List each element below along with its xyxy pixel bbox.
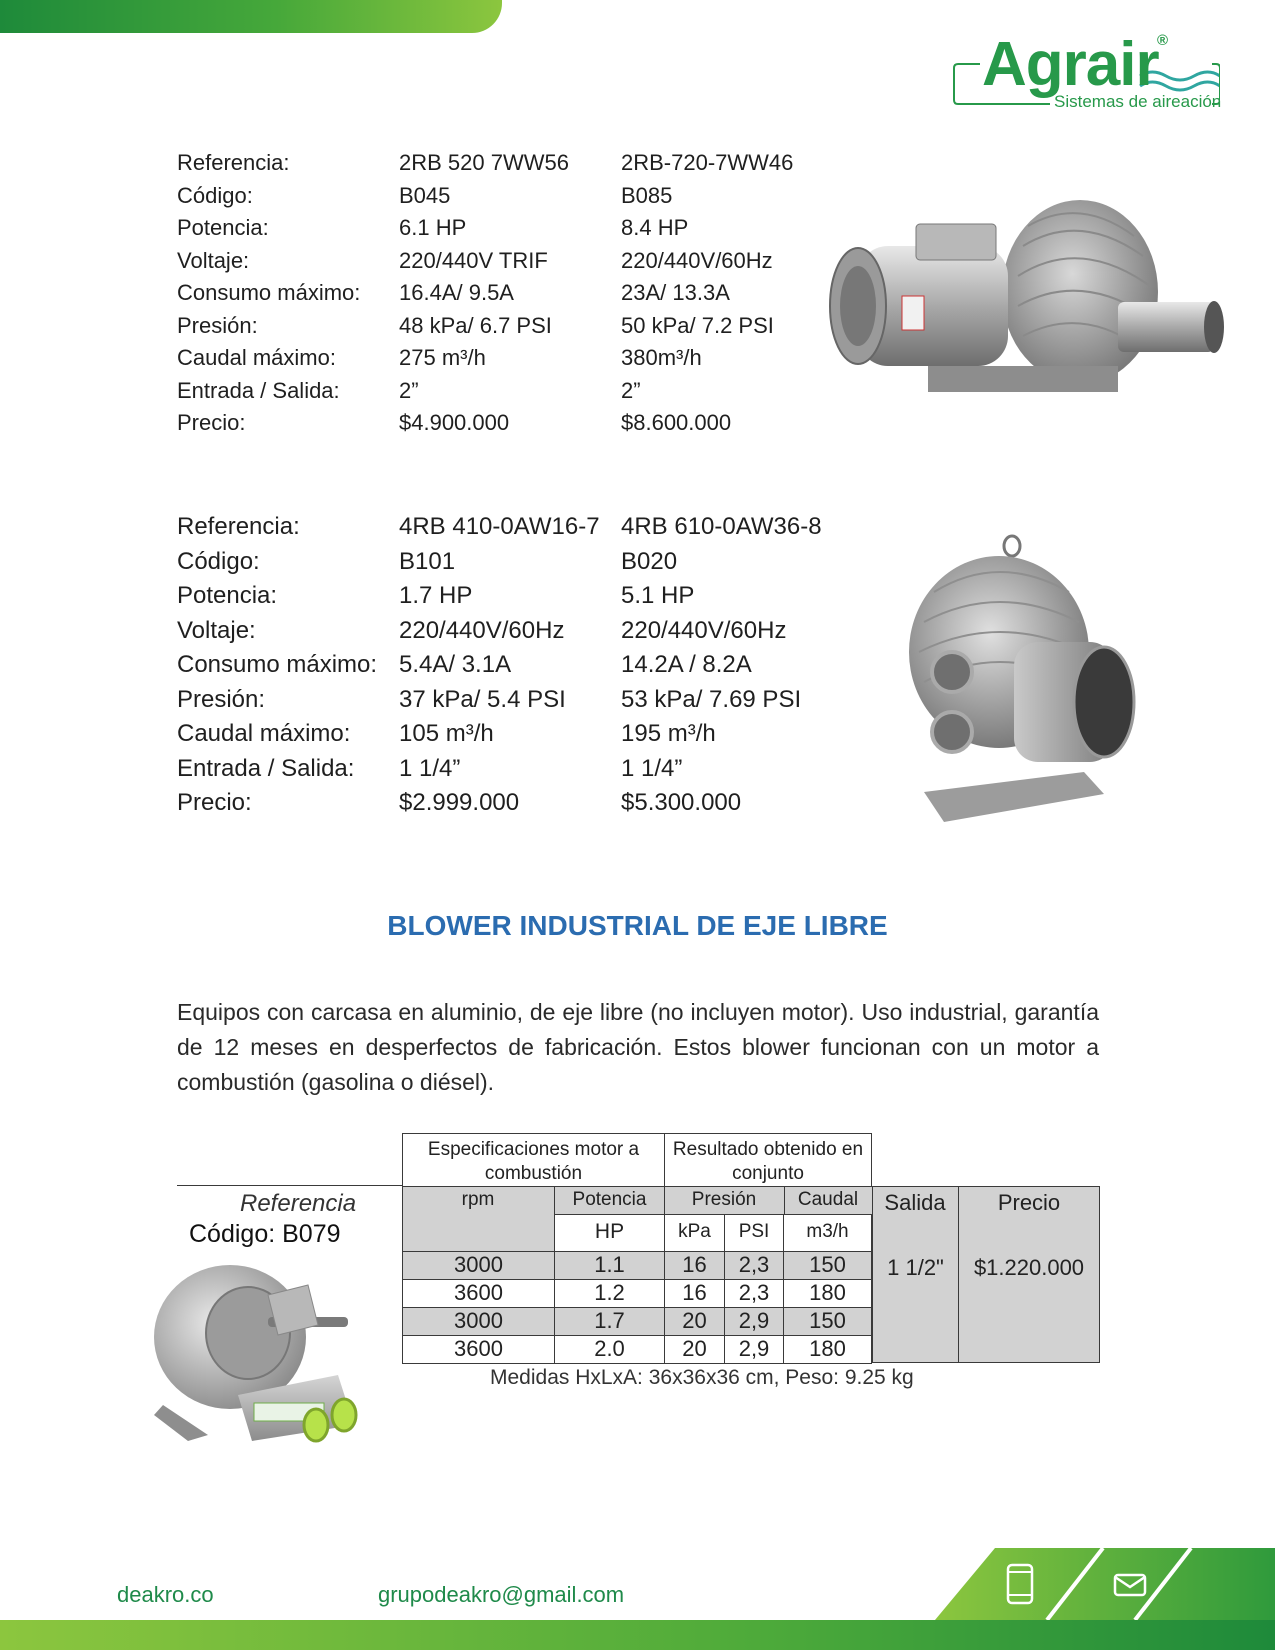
spec-label: Caudal máximo: — [177, 720, 351, 747]
blower-4rb-photo — [904, 532, 1144, 832]
spec-value-1: 1.7 HP — [399, 582, 473, 609]
blower-b079-photo — [148, 1255, 368, 1447]
spec-label: Caudal máximo: — [177, 345, 336, 370]
spec-value-2: $8.600.000 — [621, 410, 732, 435]
spec-value-2: 8.4 HP — [621, 215, 689, 240]
logo-wordmark: Agrair — [982, 30, 1159, 99]
header-divider — [554, 1186, 555, 1214]
spec-label: Potencia: — [177, 215, 269, 240]
spec-value-2: 14.2A / 8.2A — [621, 651, 752, 678]
spec-value-1: 1 1/4” — [399, 754, 461, 782]
spec-label: Voltaje: — [177, 247, 250, 273]
spec-label: Entrada / Salida: — [177, 754, 355, 782]
spec-value-1: 4RB 410-0AW16-7 — [399, 513, 600, 540]
spec-label: Referencia: — [177, 513, 300, 540]
spec-value-1: 16.4A/ 9.5A — [399, 280, 514, 305]
table-cell-psi: 2,3 — [724, 1251, 784, 1280]
spec-value-2: 195 m³/h — [621, 720, 716, 747]
reference-label: Referencia — [240, 1190, 357, 1217]
table-cell-psi: 2,9 — [724, 1307, 784, 1336]
spec-value-2: B085 — [621, 182, 673, 208]
spec-value-2: 220/440V/60Hz — [621, 247, 773, 273]
footer-contact-shape — [935, 1548, 1275, 1620]
spec-value-1: $4.900.000 — [399, 410, 510, 435]
spec-label: Presión: — [177, 685, 266, 713]
spec-value-1: 2RB 520 7WW56 — [399, 150, 569, 175]
col-header-potencia: Potencia — [572, 1189, 647, 1210]
spec-label: Código: — [177, 182, 253, 208]
table-cell-caudal: 150 — [783, 1307, 872, 1336]
table-cell-kpa: 20 — [664, 1335, 725, 1364]
header-divider — [872, 1186, 873, 1252]
unit-caudal: m3/h — [783, 1214, 872, 1252]
spec-value-2: 380m³/h — [621, 345, 702, 370]
unit-kpa: kPa — [664, 1214, 725, 1252]
table-cell-caudal: 150 — [783, 1251, 872, 1280]
spec-label: Consumo máximo: — [177, 651, 378, 678]
header-divider — [958, 1186, 959, 1252]
table-cell-hp: 1.1 — [554, 1251, 665, 1280]
table-cell-kpa: 20 — [664, 1307, 725, 1336]
spec-value-1: 220/440V TRIF — [399, 247, 548, 273]
spec-value-1: 6.1 HP — [399, 215, 467, 240]
spec-value-2: 4RB 610-0AW36-8 — [621, 513, 822, 540]
salida-value: 1 1/2" — [872, 1251, 958, 1363]
blower-2rb-photo — [818, 196, 1226, 422]
spec-value-2: 53 kPa/ 7.69 PSI — [621, 685, 802, 713]
spec-label: Referencia: — [177, 150, 290, 175]
table-cell-hp: 2.0 — [554, 1335, 665, 1364]
table-cell-kpa: 16 — [664, 1251, 725, 1280]
top-accent-bar — [0, 0, 502, 33]
spec-value-2: B020 — [621, 547, 678, 575]
table-cell-rpm: 3000 — [402, 1307, 555, 1336]
col-header-caudal: Caudal — [797, 1189, 859, 1210]
col-header-presion: Presión — [691, 1189, 757, 1210]
spec-value-1: $2.999.000 — [399, 789, 520, 816]
col-header-salida: Salida — [884, 1190, 946, 1215]
mail-icon[interactable] — [1113, 1573, 1147, 1597]
col-header-precio: Precio — [997, 1190, 1061, 1215]
table-cell-rpm: 3600 — [402, 1279, 555, 1308]
spec-label: Precio: — [177, 410, 246, 435]
unit-hp: HP — [554, 1214, 665, 1252]
spec-label: Presión: — [177, 312, 258, 338]
footer-email-link[interactable]: grupodeakro@gmail.com — [378, 1582, 625, 1607]
spec-label: Voltaje: — [177, 616, 256, 644]
spec-value-1: 5.4A/ 3.1A — [399, 651, 512, 678]
registered-mark: ® — [1157, 32, 1169, 49]
reference-code: Código: B079 — [189, 1220, 341, 1248]
spec-label: Entrada / Salida: — [177, 377, 340, 403]
header-divider — [784, 1186, 785, 1214]
spec-value-1: 48 kPa/ 6.7 PSI — [399, 312, 552, 338]
spec-value-1: 37 kPa/ 5.4 PSI — [399, 685, 566, 713]
section-title: BLOWER INDUSTRIAL DE EJE LIBRE — [387, 910, 888, 941]
spec-label: Precio: — [177, 789, 252, 816]
section-description: Equipos con carcasa en aluminio, de eje libre (no incluyen motor). Uso industrial, garantía de 12 meses en desperfectos de fabricación. Estos blower funcionan con un motor a combustión (gasolina o diésel). — [177, 999, 1099, 1095]
table-cell-kpa: 16 — [664, 1279, 725, 1308]
table-cell-caudal: 180 — [783, 1335, 872, 1364]
spec-value-2: 220/440V/60Hz — [621, 616, 787, 644]
phone-icon[interactable] — [1005, 1563, 1035, 1605]
spec-value-2: 23A/ 13.3A — [621, 280, 730, 305]
spec-value-2: 5.1 HP — [621, 582, 695, 609]
spec-label: Consumo máximo: — [177, 280, 361, 305]
agrair-logo — [950, 30, 1230, 115]
spec-value-2: $5.300.000 — [621, 789, 742, 816]
table-cell-psi: 2,9 — [724, 1335, 784, 1364]
unit-psi: PSI — [724, 1214, 784, 1252]
spec-value-1: B101 — [399, 547, 456, 575]
table-cell-rpm: 3000 — [402, 1251, 555, 1280]
dimensions-note: Medidas HxLxA: 36x36x36 cm, Peso: 9.25 kg — [490, 1366, 914, 1389]
precio-value: $1.220.000 — [958, 1251, 1100, 1363]
spec-value-2: 50 kPa/ 7.2 PSI — [621, 312, 774, 338]
table-cell-rpm: 3600 — [402, 1335, 555, 1364]
logo-tagline: Sistemas de aireación — [1054, 92, 1222, 111]
spec-value-1: B045 — [399, 182, 451, 208]
spec-label: Código: — [177, 547, 260, 575]
footer-website-link[interactable]: deakro.co — [117, 1582, 214, 1607]
bottom-accent-bar — [0, 1620, 1275, 1650]
spec-value-1: 220/440V/60Hz — [399, 616, 565, 644]
table-cell-hp: 1.7 — [554, 1307, 665, 1336]
spec-value-2: 2RB-720-7WW46 — [621, 150, 794, 175]
table-cell-hp: 1.2 — [554, 1279, 665, 1308]
header-divider — [664, 1186, 665, 1214]
spec-label: Potencia: — [177, 582, 278, 609]
spec-value-1: 105 m³/h — [399, 720, 494, 747]
group-header-result: Resultado obtenido en conjunto — [664, 1133, 872, 1187]
table-cell-psi: 2,3 — [724, 1279, 784, 1308]
spec-value-1: 275 m³/h — [399, 345, 486, 370]
reference-divider — [177, 1185, 403, 1186]
table-cell-caudal: 180 — [783, 1279, 872, 1308]
group-header-motor: Especificaciones motor a combustión — [402, 1133, 665, 1187]
spec-value-2: 1 1/4” — [621, 754, 683, 782]
col-header-rpm: rpm — [461, 1189, 495, 1210]
spec-value-1: 2” — [399, 377, 419, 403]
spec-value-2: 2” — [621, 377, 641, 403]
